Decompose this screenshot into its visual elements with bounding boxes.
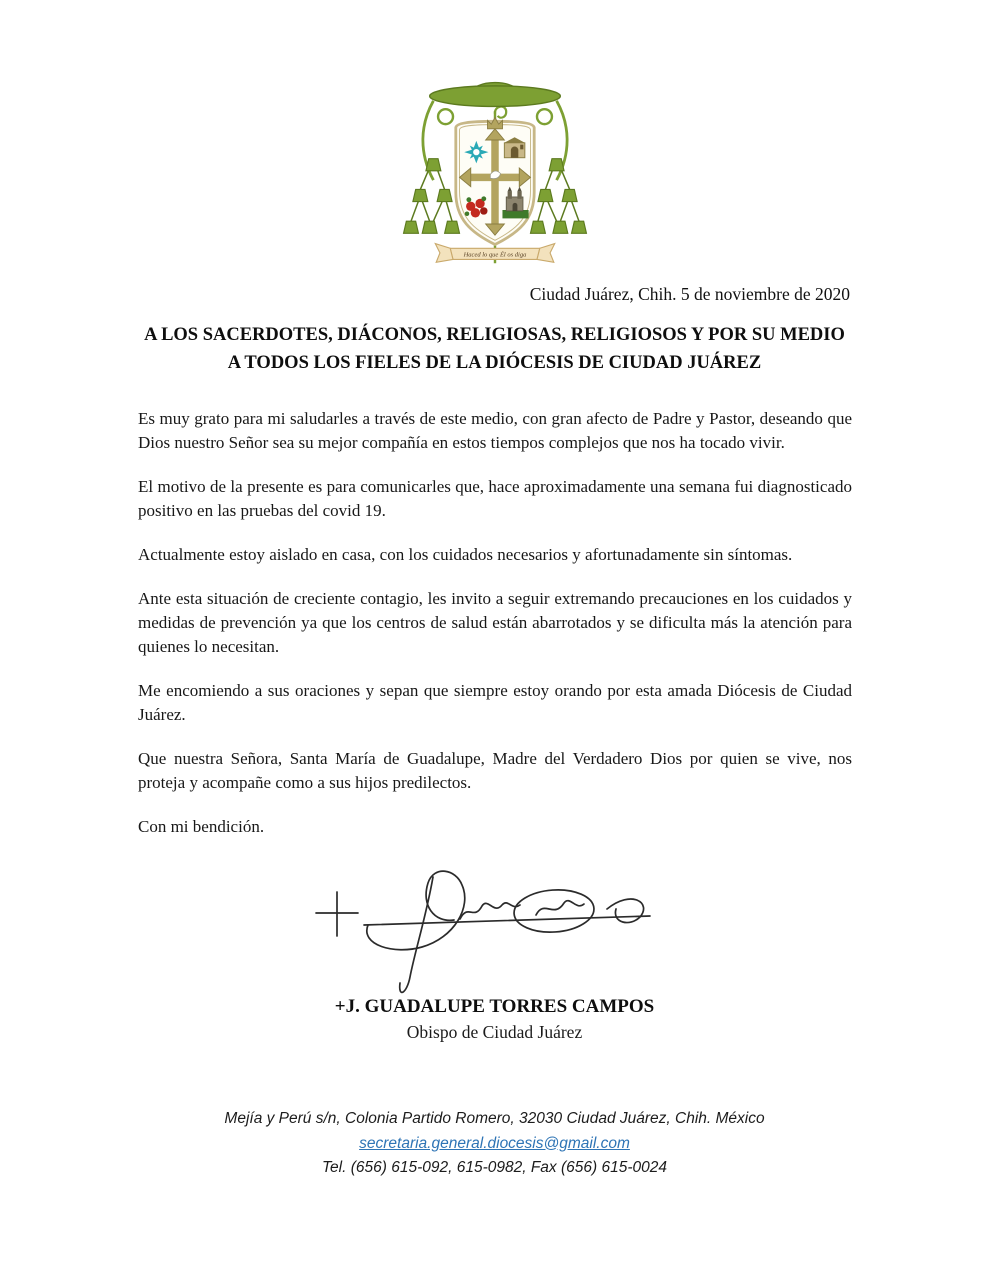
crest-motto: Haced lo que Él os diga bbox=[463, 251, 526, 259]
diocese-coat-of-arms bbox=[397, 70, 593, 266]
paragraph-greeting: Es muy grato para mi saludarles a través de este medio, con gran afecto de Padre y Pastor, deseando que Dios nuestro Señor sea su mejor compañía en estos tiempos complejos que nos ha tocado vivir. bbox=[138, 409, 852, 452]
footer-email-row bbox=[0, 1132, 989, 1157]
letter-body bbox=[0, 407, 989, 839]
paragraph-precautions: Ante esta situación de creciente contagio, les invito a seguir extremando precauciones en los cuidados y medidas de prevención ya que los centros de salud están abarrotados y se dificulta más la atención para quienes lo necesitan. bbox=[138, 589, 852, 656]
paragraph-blessing: Con mi bendición. bbox=[138, 817, 265, 836]
footer-email-link[interactable]: secretaria.general.diocesis@gmail.com bbox=[359, 1134, 630, 1152]
footer-address: Mejía y Perú s/n, Colonia Partido Romero, 32030 Ciudad Juárez, Chih. México bbox=[224, 1110, 765, 1127]
paragraph-prayers: Me encomiendo a sus oraciones y sepan que siempre estoy orando por esta amada Diócesis de Ciudad Juárez. bbox=[138, 681, 852, 724]
handwritten-signature bbox=[302, 859, 662, 1001]
paragraph-guadalupe: Que nuestra Señora, Santa María de Guadalupe, Madre del Verdadero Dios por quien se vive, nos proteja y acompañe como a sus hijos predilectos. bbox=[138, 749, 852, 792]
signature-icon bbox=[302, 859, 662, 1001]
letterhead-footer bbox=[0, 1107, 989, 1181]
signer-title: Obispo de Ciudad Juárez bbox=[406, 1022, 583, 1042]
coat-of-arms-icon bbox=[397, 70, 593, 266]
signer-name: +J. GUADALUPE TORRES CAMPOS bbox=[334, 996, 655, 1017]
paragraph-diagnosis: El motivo de la presente es para comunicarles que, hace aproximadamente una semana fui diagnosticado positivo en las pruebas del covid 19. bbox=[138, 477, 852, 520]
letter-heading: A LOS SACERDOTES, DIÁCONOS, RELIGIOSAS, RELIGIOSOS Y POR SU MEDIO A TODOS LOS FIELES DE LA DIÓCESIS DE CIUDAD JUÁREZ bbox=[144, 325, 845, 373]
date-line: Ciudad Juárez, Chih. 5 de noviembre de 2020 bbox=[529, 284, 850, 304]
footer-phone: Tel. (656) 615-092, 615-0982, Fax (656) 615-0024 bbox=[322, 1159, 667, 1176]
paragraph-isolation: Actualmente estoy aislado en casa, con los cuidados necesarios y afortunadamente sin síntomas. bbox=[138, 545, 793, 564]
